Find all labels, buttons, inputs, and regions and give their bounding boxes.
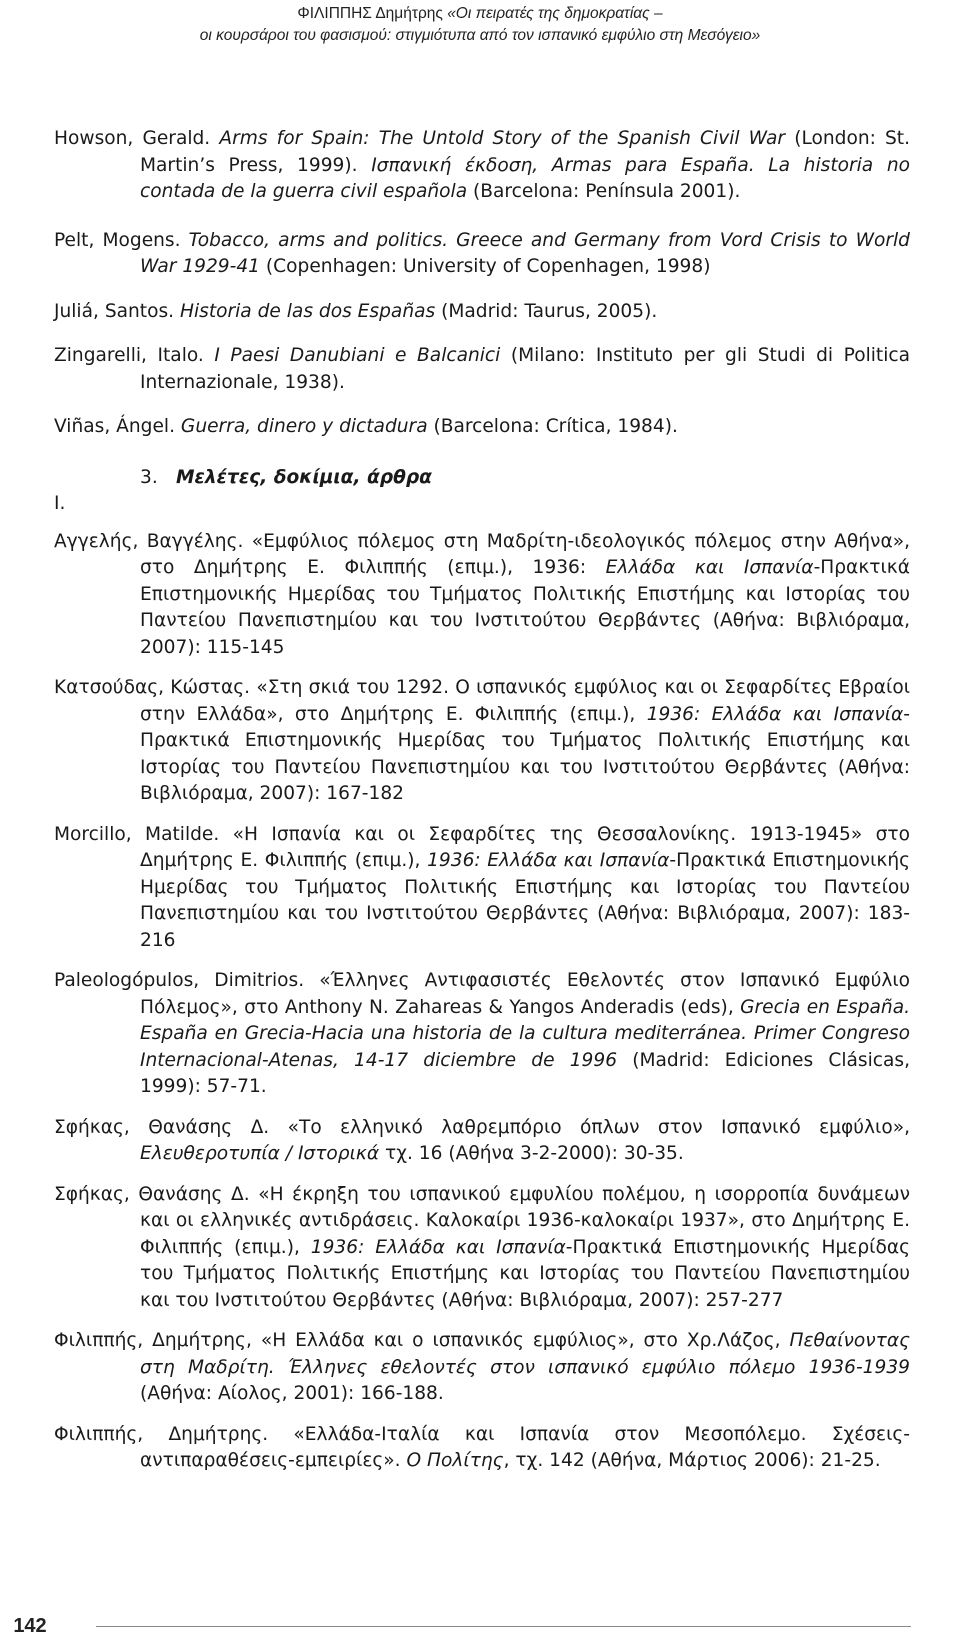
bibliography-entry (54, 529, 910, 662)
entry-italic-text: 1936: Ελλάδα και Ισπανία (310, 1236, 566, 1258)
entry-italic-text: Grecia en España. España en Grecia-Hacia una historia de la cultura mediterránea. Primer Congreso Internacional-Atenas, 14-17 diciembre de 1996 (140, 996, 910, 1071)
entry-italic-text: Ισπανική έκδοση, Armas para España. La historia no contada de la guerra civil española (140, 154, 910, 202)
section-title: Μελέτες, δοκίμια, άρθρα (176, 466, 432, 488)
entry-text: Φιλιππής, Δημήτρης, «Η Ελλάδα και ο ισπανικός εμφύλιος», στο Χρ.Λάζος, (54, 1330, 790, 1351)
entry-italic-text: 1936: Ελλάδα και Ισπανία (646, 703, 904, 725)
entry-italic-text: Ο Πολίτης (406, 1450, 504, 1471)
footer-rule (96, 1626, 911, 1627)
entry-text: Σφήκας, Θανάσης Δ. «Η έκρηξη του ισπανικού εμφυλίου πολέμου, η ισορροπία δυνάμεων και οι ελληνικές αντιδράσεις. Καλοκαίρι 1936-καλοκαίρι 1937», στο Δημήτρης Ε. Φιλιππής (επιμ.), (54, 1183, 910, 1258)
entry-text: Φιλιππής, Δημήτρης. «Ελλάδα-Ιταλία και Ισπανία στον Μεσοπόλεμο. Σχέσεις-αντιπαραθέσεις-εμπειρίες». (54, 1423, 910, 1471)
entry-italic-text: Ελευθεροτυπία / Ιστορικά (140, 1143, 380, 1164)
bibliography-entry (54, 1422, 910, 1475)
entry-text: Viñas, Ángel. (54, 416, 181, 437)
entry-text: (Copenhagen: University of Copenhagen, 1998) (260, 256, 711, 277)
bibliography-entry (54, 228, 910, 281)
running-header (0, 3, 960, 47)
entry-text: -Πρακτικά Επιστημονικής Ημερίδας του Τμήματος Πολιτικής Επιστήμης και Ιστορίας του Παντείου Πανεπιστημίου και του Ινστιτούτου Θερβάντες (Αθήνα: Βιβλιόραμα, 2007): 115-145 (140, 557, 910, 658)
entry-text: (Madrid: Ediciones Clásicas, 1999): 57-71. (140, 1049, 910, 1097)
entry-text: Αγγελής, Βαγγέλης. «Εμφύλιος πόλεμος στη Μαδρίτη-ιδεολογικός πόλεμος στην Αθήνα», στο Δημήτρης Ε. Φιλιππής (επιμ.), 1936: (54, 530, 910, 578)
header-title-part-1: «Οι πειρατές της δημοκρατίας – (447, 5, 663, 22)
entry-text: Σφήκας, Θανάσης Δ. «Το ελληνικό λαθρεμπόριο όπλων στον Ισπανικό εμφύλιο», (54, 1116, 910, 1138)
entry-text: τχ. 16 (Αθήνα 3-2-2000): 30-35. (379, 1143, 684, 1164)
bibliography-entry (54, 343, 910, 396)
bibliography-entry (54, 1328, 910, 1408)
bibliography-entry (54, 299, 910, 326)
entry-text: Zingarelli, Italo. (54, 345, 215, 366)
running-header-line-1 (0, 3, 960, 25)
section-roman-numeral: I. (54, 492, 66, 514)
entry-text: (Madrid: Taurus, 2005). (435, 300, 658, 322)
entry-italic-text: 1936: Ελλάδα και Ισπανία (427, 850, 670, 871)
entry-text: Howson, Gerald. (54, 128, 220, 149)
bibliography-entry (54, 414, 910, 441)
bibliography-entry (54, 126, 910, 206)
section-number: 3. (140, 466, 158, 488)
entry-text: (Barcelona: Crítica, 1984). (427, 416, 678, 437)
entry-italic-text: Guerra, dinero y dictadura (180, 416, 428, 437)
running-header-line-2 (0, 25, 960, 47)
bibliography-content (54, 126, 910, 1475)
bibliography-entry (54, 675, 910, 808)
bibliography-entry (54, 822, 910, 955)
entry-text: (Milano: Instituto per gli Studi di Politica Internazionale, 1938). (140, 345, 910, 393)
section-heading (54, 455, 910, 514)
entry-text: -Πρακτικά Επιστημονικής Ημερίδας του Τμήματος Πολιτικής Επιστήμης και Ιστορίας του Παντείου Πανεπιστημίου και του Ινστιτούτου Θερβάντες (Αθήνα: Βιβλιόραμα, 2007): 167-182 (140, 703, 910, 804)
header-title-part-2: οι κουρσάροι του φασισμού: στιγμιότυπα από τον ισπανικό εμφύλιο στη Μεσόγειο» (199, 27, 761, 44)
entry-text: Paleologópulos, Dimitrios. «Έλληνες Αντιφασιστές Εθελοντές στον Ισπανικό Εμφύλιο Πόλεμος», στο Anthony N. Zahareas & Yangos Anderadis (eds), (54, 970, 910, 1018)
bibliography-entry (54, 1115, 910, 1168)
entry-italic-text: Tobacco, arms and politics. Greece and Germany from Vord Crisis to World War 1929-41 (140, 229, 910, 277)
entry-italic-text: Historia de las dos Españas (179, 300, 436, 322)
bibliography-entry (54, 1182, 910, 1315)
entry-italic-text: Ελλάδα και Ισπανία (605, 557, 814, 578)
entry-italic-text: Πεθαίνοντας στη Μαδρίτη. Έλληνες εθελοντές στον ισπανικό εμφύλιο πόλεμο 1936-1939 (140, 1330, 910, 1378)
entry-italic-text: Arms for Spain: The Untold Story of the Spanish Civil War (219, 128, 786, 149)
entry-text: Pelt, Mogens. (54, 229, 189, 251)
entry-text: , τχ. 142 (Αθήνα, Μάρτιος 2006): 21-25. (503, 1450, 881, 1471)
entry-text: Morcillo, Matilde. «Η Ισπανία και οι Σεφαρδίτες της Θεσσαλονίκης. 1913-1945» στο Δημήτρης Ε. Φιλιππής (επιμ.), (54, 823, 910, 871)
entry-text: Juliá, Santos. (54, 300, 180, 322)
entry-italic-text: I Paesi Danubiani e Balcanici (214, 345, 501, 366)
entry-text: -Πρακτικά Επιστημονικής Ημερίδας του Τμήματος Πολιτικής Επιστήμης και Ιστορίας του Παντείου Πανεπιστημίου και του Ινστιτούτου Θερβάντες (Αθήνα: Βιβλιόραμα, 2007): 257-277 (140, 1236, 910, 1311)
page-number: 142 (13, 1615, 47, 1637)
entry-text: (London: St. Martin’s Press, 1999). (140, 128, 910, 176)
bibliography-entry (54, 968, 910, 1101)
entry-text: -Πρακτικά Επιστημονικής Ημερίδας του Τμήματος Πολιτικής Επιστήμης και Ιστορίας του Παντείου Πανεπιστημίου και του Ινστιτούτου Θερβάντες (Αθήνα: Βιβλιόραμα, 2007): 183-216 (140, 850, 911, 951)
entry-text: (Barcelona: Península 2001). (467, 181, 741, 202)
header-author: ΦΙΛΙΠΠΗΣ Δημήτρης (297, 5, 448, 22)
entry-text: Κατσούδας, Κώστας. «Στη σκιά του 1292. Ο ισπανικός εμφύλιος και οι Σεφαρδίτες Εβραίοι στην Ελλάδα», στο Δημήτρης Ε. Φιλιππής (επιμ.), (54, 677, 910, 725)
entry-text: (Αθήνα: Αίολος, 2001): 166-188. (140, 1383, 444, 1404)
